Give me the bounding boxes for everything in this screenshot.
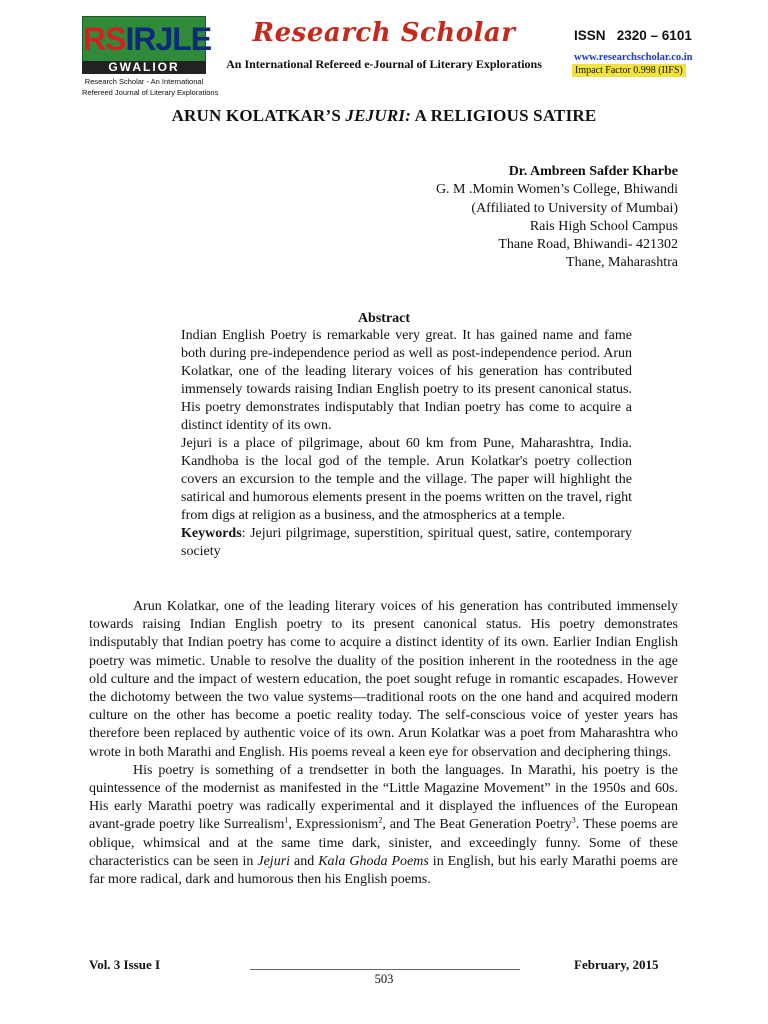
abstract-paragraph: Jejuri is a place of pilgrimage, about 60 km from Pune, Maharashtra, India. Kandhoba is the local god of the temple. Arun Kolatkar's poetry collection covers an excursion to the temple and the village. The paper will highlight the satirical and humorous elements present in the poems written on the travel, right from digs at religion as a business, and the atmospherics at a temple. (181, 436, 632, 523)
body-text: in English, but his early Marathi poems are far more radical, dark and humorous then his English poems. (89, 853, 678, 888)
keywords (181, 525, 632, 561)
journal-subtitle: An International Refereed e-Journal of Literary Explorations (226, 57, 542, 71)
logo-tagline-1: Research Scholar - An International (84, 77, 204, 86)
footnote-ref[interactable]: 1 (284, 815, 289, 825)
title-part-1: ARUN KOLATKAR’S (171, 106, 346, 125)
title-part-2: A RELIGIOUS SATIRE (411, 106, 597, 125)
body-paragraph (89, 762, 678, 889)
author-affiliation-line: (Affiliated to University of Mumbai) (471, 200, 678, 216)
author-affiliation-line: Thane, Maharashtra (566, 255, 678, 271)
journal-website-link[interactable]: www.researchscholar.co.in (574, 52, 693, 63)
author-name: Dr. Ambreen Safder Kharbe (508, 164, 678, 179)
keywords-label: Keywords (181, 526, 242, 541)
emphasis-work-title: Kala Ghoda Poems (318, 853, 429, 869)
logo-wordmark (82, 16, 212, 62)
logo-rs: RS (83, 21, 126, 57)
body-text: and (290, 853, 319, 869)
footnote-ref[interactable]: 2 (378, 815, 383, 825)
footnote-ref[interactable]: 3 (571, 815, 576, 825)
author-block (436, 163, 678, 273)
abstract-text (181, 327, 632, 561)
impact-factor-badge: Impact Factor 0.998 (IIFS) (572, 64, 686, 77)
logo-tagline (82, 76, 219, 98)
page-number: 503 (374, 972, 394, 986)
logo-irjle: IRJLE (125, 21, 212, 57)
body-text: , Expressionism (288, 817, 379, 833)
body-paragraph: Arun Kolatkar, one of the leading literary voices of his generation has contributed immensely towards raising Indian English poetry to its present canonical status. His poetry demonstrates indisputably that Indian poetry has come to acquire a distinct identity of its own. Earlier Indian English poetry was mimetic. Unable to resolve the duality of the position inherent in the rootedness in the age old culture and the impact of western education, the poet sought refuge in romantic escapades. However the dichotomy between the two value systems—traditional roots on the one hand and acquired modern culture on the other has become a poetic reality today. The self-conscious voice of yester years has therefore been replaced by authentic voice of its own. Arun Kolatkar was a poet from Maharashtra who wrote in both Marathi and English. His poems reveal a keen eye for observation and deciphering things. (89, 599, 678, 760)
body-text: . These poems are oblique, whimsical and at the same time dark, sinister, and exceedingly funny. Some of these characteristics can be seen in (89, 817, 678, 869)
body-text: , and The Beat Generation Poetry (382, 817, 572, 833)
logo-band: GWALIOR (82, 61, 206, 74)
author-affiliation-line: Rais High School Campus (529, 218, 678, 234)
footer-divider (250, 969, 520, 970)
journal-title: Research Scholar (252, 18, 516, 48)
publication-date: February, 2015 (574, 957, 659, 972)
abstract-paragraph: Indian English Poetry is remarkable very great. It has gained name and fame both during pre-independence period as well as post-independence period. Arun Kolatkar, one of the leading literary voices of his generation has contributed immensely towards raising Indian English poetry to its present canonical status. His poetry demonstrates indisputably that Indian poetry has come to acquire a distinct identity of its own. (181, 328, 632, 433)
emphasis-work-title: Jejuri (257, 853, 291, 869)
volume-issue: Vol. 3 Issue I (89, 957, 161, 972)
issn-number: ISSN 2320 – 6101 (574, 28, 692, 43)
article-title (0, 106, 768, 126)
journal-logo (82, 16, 219, 98)
keywords-list: : Jejuri pilgrimage, superstition, spiritual quest, satire, contemporary society (181, 526, 632, 559)
abstract-heading: Abstract (357, 311, 411, 326)
title-emphasis: JEJURI: (345, 106, 412, 125)
author-affiliation-line: Thane Road, Bhiwandi- 421302 (498, 237, 678, 253)
logo-tagline-2: Refereed Journal of Literary Explorations (82, 88, 219, 97)
author-affiliation-line: G. M .Momin Women’s College, Bhiwandi (435, 182, 678, 198)
article-body (89, 598, 678, 889)
body-text: His poetry is something of a trendsetter in both the languages. In Marathi, his poetry is the quintessence of the modernist as manifested in the “Little Magazine Movement” in the 1950s and 60s. His early Marathi poetry was radically experimental and it displayed the influences of the European avant-grade poetry like Surrealism (89, 762, 678, 833)
